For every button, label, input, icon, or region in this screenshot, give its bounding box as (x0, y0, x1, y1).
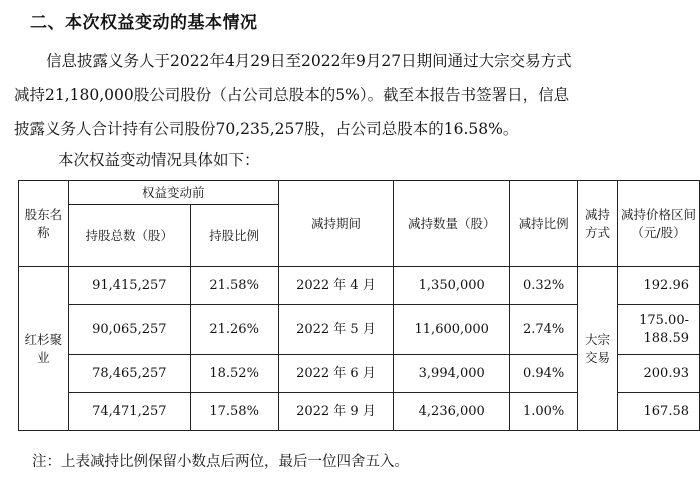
method-value: 大宗交易 (578, 267, 618, 431)
cell-price: 175.00-188.59 (618, 305, 700, 355)
header-reduction-qty: 减持数量（股） (394, 181, 510, 267)
table-note: 注：上表减持比例保留小数点后两位，最后一位四舍五入。 (32, 454, 409, 470)
header-period: 减持期间 (278, 181, 394, 267)
header-total-shares: 持股总数（股） (68, 205, 190, 267)
cell-reduce-ratio: 0.32% (510, 267, 578, 305)
cell-ratio: 18.52% (190, 355, 278, 393)
cell-qty: 1,350,000 (394, 267, 510, 305)
cell-total-shares: 74,471,257 (68, 393, 190, 431)
header-shareholder: 股东名称 (19, 181, 69, 267)
cell-price: 167.58 (618, 393, 700, 431)
section-title: 二、本次权益变动的基本情况 (30, 13, 258, 33)
cell-qty: 11,600,000 (394, 305, 510, 355)
cell-period: 2022 年 4 月 (278, 267, 394, 305)
cell-ratio: 21.58% (190, 267, 278, 305)
cell-price: 192.96 (618, 267, 700, 305)
cell-ratio: 21.26% (190, 305, 278, 355)
cell-qty: 3,994,000 (394, 355, 510, 393)
header-reduction-ratio: 减持比例 (510, 181, 578, 267)
cell-total-shares: 78,465,257 (68, 355, 190, 393)
paragraph-line-2: 减持21,180,000股公司股份（占公司总股本的5%）。截至本报告书签署日，信息 (14, 86, 570, 104)
cell-period: 2022 年 6 月 (278, 355, 394, 393)
cell-total-shares: 90,065,257 (68, 305, 190, 355)
cell-period: 2022 年 5 月 (278, 305, 394, 355)
header-price-range: 减持价格区间（元/股） (618, 181, 700, 267)
table-intro: 本次权益变动情况具体如下： (58, 151, 260, 169)
equity-change-table (18, 180, 700, 431)
shareholder-name: 红杉聚业 (19, 267, 69, 431)
cell-price: 200.93 (618, 355, 700, 393)
cell-reduce-ratio: 1.00% (510, 393, 578, 431)
paragraph-line-1: 信息披露义务人于2022年4月29日至2022年9月27日期间通过大宗交易方式 (46, 52, 572, 70)
cell-period: 2022 年 9 月 (278, 393, 394, 431)
header-holding-ratio: 持股比例 (190, 205, 278, 267)
cell-reduce-ratio: 0.94% (510, 355, 578, 393)
header-method: 减持方式 (578, 181, 618, 267)
cell-qty: 4,236,000 (394, 393, 510, 431)
table-row (19, 267, 700, 305)
header-before-group: 权益变动前 (68, 181, 278, 205)
cell-reduce-ratio: 2.74% (510, 305, 578, 355)
cell-ratio: 17.58% (190, 393, 278, 431)
cell-total-shares: 91,415,257 (68, 267, 190, 305)
paragraph-line-3: 披露义务人合计持有公司股份70,235,257股，占公司总股本的16.58%。 (14, 120, 519, 138)
